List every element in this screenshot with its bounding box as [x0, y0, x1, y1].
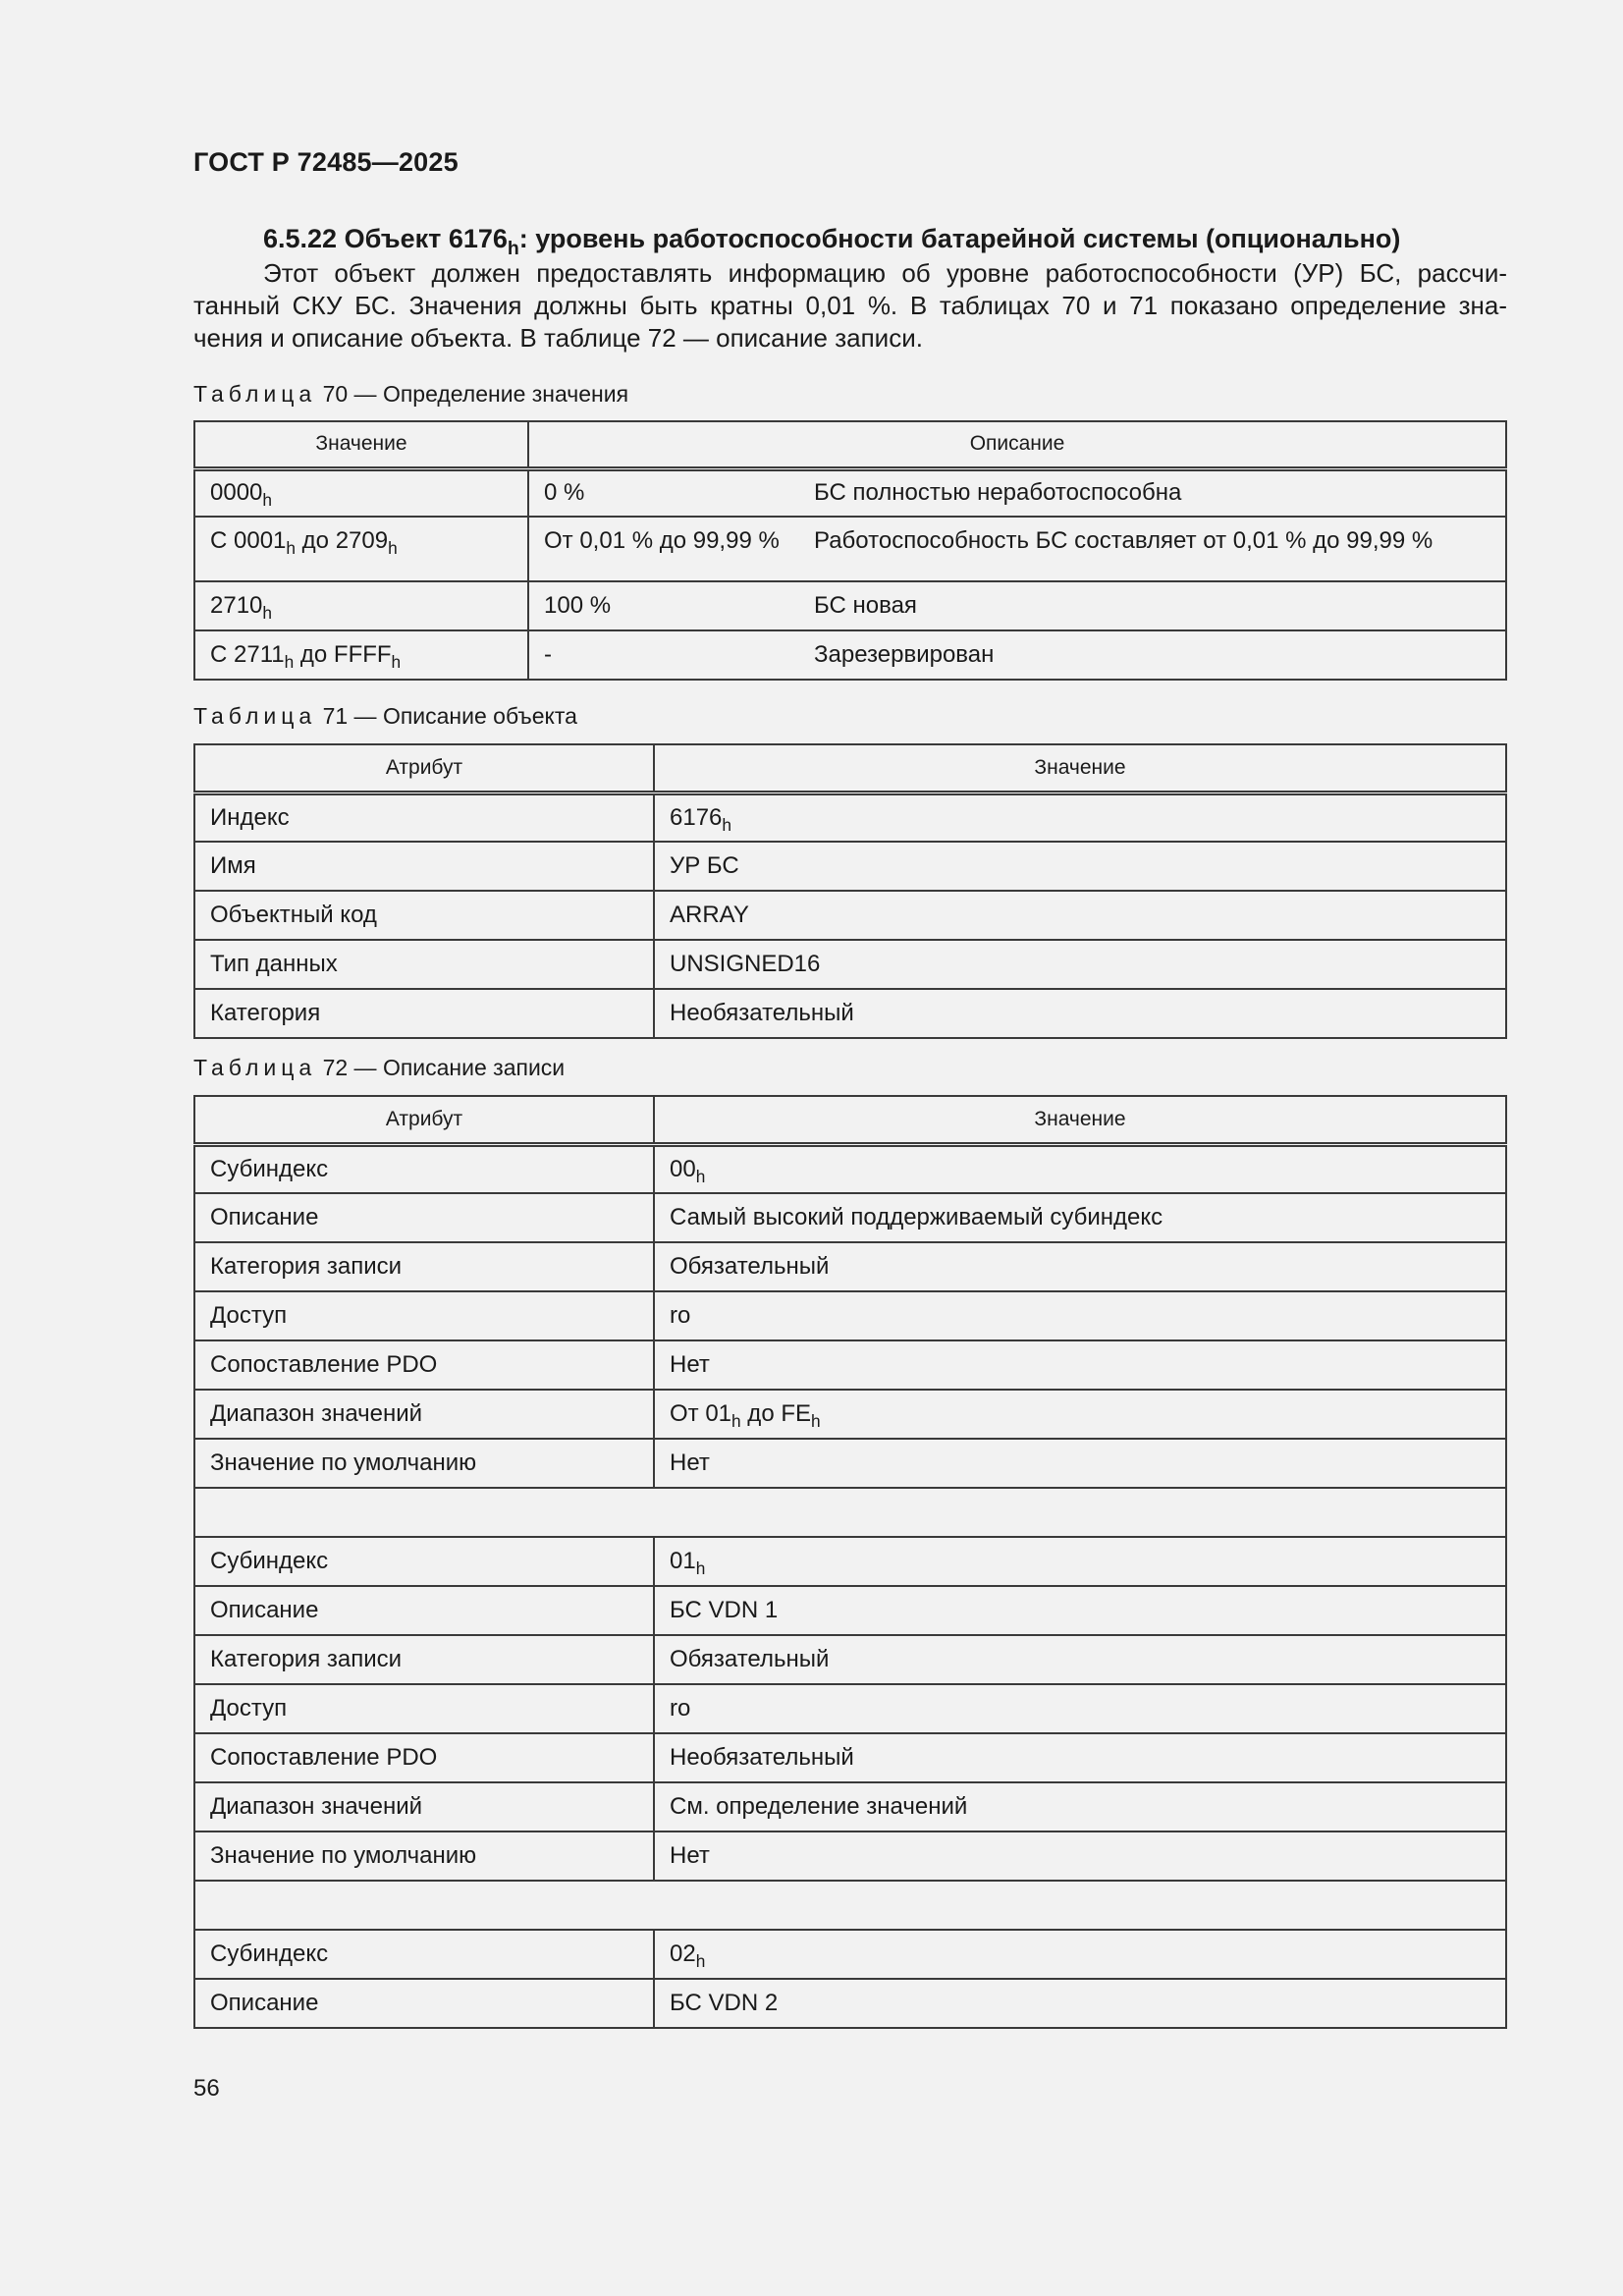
cell-text: 01 [670, 1548, 696, 1574]
subscript: h [284, 652, 295, 673]
table-row [194, 1193, 1506, 1242]
subscript: h [695, 1951, 706, 1972]
table-cell-attribute: Тип данных [194, 940, 654, 989]
subscript: h [695, 1558, 706, 1579]
subscript: h [695, 1166, 706, 1186]
table-row [194, 1439, 1506, 1488]
table-row [194, 1537, 1506, 1586]
table-cell-value [654, 1733, 1506, 1782]
table-cell-value [654, 940, 1506, 989]
table-cell-description [528, 517, 1506, 581]
table-cell-value [194, 630, 528, 680]
table-cell-value [654, 1340, 1506, 1390]
table-cell-value [654, 1242, 1506, 1291]
table-row [194, 793, 1506, 842]
cell-text: БС полностью неработоспособна [814, 479, 1182, 507]
cell-text: Нет [670, 1449, 710, 1476]
table-cell-attribute: Субиндекс [194, 1537, 654, 1586]
table-cell-value [654, 1979, 1506, 2028]
table-72-caption-text: 72 — Описание записи [316, 1055, 566, 1080]
table-row [194, 1242, 1506, 1291]
table-row [194, 1586, 1506, 1635]
table-cell-empty [194, 1881, 1506, 1930]
table-cell-value [654, 1782, 1506, 1831]
table-cell-attribute: Субиндекс [194, 1144, 654, 1193]
section-title-start: 6.5.22 Объект 6176 [263, 224, 508, 253]
table-cell-attribute: Сопоставление PDO [194, 1733, 654, 1782]
table-71-header-attribute: Атрибут [194, 744, 654, 793]
table-71 [193, 743, 1507, 1039]
cell-text: до FE [740, 1400, 811, 1427]
table-cell-attribute: Описание [194, 1193, 654, 1242]
table-cell-attribute: Сопоставление PDO [194, 1340, 654, 1390]
cell-text: 0000 [210, 479, 263, 507]
table-72-header-value: Значение [654, 1096, 1506, 1144]
table-row [194, 1390, 1506, 1439]
table-cell-value [654, 793, 1506, 842]
table-row [194, 1684, 1506, 1733]
subscript: h [262, 490, 272, 511]
table-row [194, 891, 1506, 940]
table-row [194, 581, 1506, 630]
table-72 [193, 1095, 1507, 2029]
table-cell-attribute: Описание [194, 1979, 654, 2028]
intro-paragraph [193, 257, 1507, 355]
table-cell-value [654, 1586, 1506, 1635]
table-70-caption-text: 70 — Определение значения [316, 381, 629, 407]
cell-text: 00 [670, 1155, 696, 1182]
cell-text: Обязательный [670, 1253, 830, 1280]
table-row-spacer [194, 1881, 1506, 1930]
cell-text: От 01 [670, 1400, 732, 1427]
cell-text: Обязательный [670, 1646, 830, 1672]
table-cell-attribute: Диапазон значений [194, 1390, 654, 1439]
subscript: h [286, 538, 296, 559]
table-row [194, 468, 1506, 517]
table-row [194, 630, 1506, 680]
cell-text: Необязательный [670, 1744, 854, 1771]
cell-text: 2710 [210, 592, 263, 619]
cell-text: С 2711 [210, 641, 285, 668]
table-row [194, 940, 1506, 989]
table-cell-attribute: Описание [194, 1586, 654, 1635]
table-cell-value [654, 1144, 1506, 1193]
subscript: h [811, 1411, 821, 1432]
table-cell-value [654, 891, 1506, 940]
cell-percent: 100 % [544, 592, 612, 619]
cell-text: ro [670, 1302, 691, 1329]
subscript: h [262, 603, 272, 624]
table-cell-value [654, 842, 1506, 891]
cell-text: ARRAY [670, 902, 749, 928]
cell-text: UNSIGNED16 [670, 951, 821, 977]
table-cell-attribute: Диапазон значений [194, 1782, 654, 1831]
table-70-header-description: Описание [528, 421, 1506, 468]
table-cell-attribute: Значение по умолчанию [194, 1831, 654, 1881]
cell-text: ro [670, 1695, 691, 1722]
table-cell-value [194, 517, 528, 581]
cell-text: до FFFF [294, 641, 392, 668]
subscript: h [391, 652, 402, 673]
table-cell-attribute: Доступ [194, 1291, 654, 1340]
intro-line-1: Этот объект должен предоставлять информацию об уровне работоспособности (УР) БС, рассчи- [263, 258, 1507, 288]
table-cell-value [654, 989, 1506, 1038]
table-row [194, 1340, 1506, 1390]
cell-percent: От 0,01 % до 99,99 % [544, 527, 780, 554]
table-cell-value [654, 1291, 1506, 1340]
table-row [194, 842, 1506, 891]
table-cell-value [654, 1390, 1506, 1439]
cell-text: 6176 [670, 803, 723, 831]
table-cell-value [194, 581, 528, 630]
table-72-header-attribute: Атрибут [194, 1096, 654, 1144]
cell-text: С 0001 [210, 527, 287, 554]
cell-text: Нет [670, 1351, 710, 1378]
table-cell-attribute: Имя [194, 842, 654, 891]
intro-line-3: чения и описание объекта. В таблице 72 — описание записи. [193, 323, 923, 353]
cell-text: БС новая [814, 592, 917, 619]
table-72-caption-word: Таблица [193, 1055, 317, 1080]
table-cell-attribute: Объектный код [194, 891, 654, 940]
subscript: h [731, 1411, 741, 1432]
table-row [194, 1635, 1506, 1684]
cell-percent: - [544, 641, 552, 668]
table-row-spacer [194, 1488, 1506, 1537]
table-72-caption [193, 1055, 565, 1081]
intro-line-2: танный СКУ БС. Значения должны быть кратны 0,01 %. В таблицах 70 и 71 показано определение зна- [193, 291, 1507, 320]
subscript: h [388, 538, 398, 559]
table-71-caption-text: 71 — Описание объекта [316, 703, 577, 729]
table-cell-value [654, 1684, 1506, 1733]
cell-text: Необязательный [670, 1000, 854, 1026]
table-row [194, 1733, 1506, 1782]
table-row [194, 1831, 1506, 1881]
table-row [194, 1782, 1506, 1831]
table-row [194, 989, 1506, 1038]
cell-text: УР БС [670, 852, 739, 879]
section-title-end: : уровень работоспособности батарейной системы (опционально) [518, 224, 1401, 253]
table-cell-attribute: Субиндекс [194, 1930, 654, 1979]
cell-text: Работоспособность БС составляет от 0,01 % до 99,99 % [814, 527, 1434, 554]
table-cell-attribute: Категория записи [194, 1635, 654, 1684]
section-title-subscript: h [507, 237, 519, 259]
table-row [194, 517, 1506, 581]
section-title [263, 224, 1401, 259]
table-cell-value [654, 1930, 1506, 1979]
table-cell-attribute: Индекс [194, 793, 654, 842]
table-cell-value [654, 1193, 1506, 1242]
table-cell-description [528, 468, 1506, 517]
table-cell-attribute: Категория записи [194, 1242, 654, 1291]
table-row [194, 1144, 1506, 1193]
table-71-header-value: Значение [654, 744, 1506, 793]
table-row [194, 1979, 1506, 2028]
cell-text: Нет [670, 1842, 710, 1869]
cell-text: БС VDN 2 [670, 1990, 779, 2016]
cell-text: БС VDN 1 [670, 1597, 779, 1623]
table-70-caption [193, 381, 628, 408]
table-70-caption-word: Таблица [193, 381, 317, 407]
cell-text: 02 [670, 1941, 696, 1967]
table-cell-value [654, 1831, 1506, 1881]
cell-text: См. определение значений [670, 1793, 968, 1820]
page-number: 56 [193, 2075, 220, 2102]
table-71-caption-word: Таблица [193, 703, 317, 729]
table-cell-attribute: Доступ [194, 1684, 654, 1733]
document-header: ГОСТ Р 72485—2025 [193, 147, 459, 177]
cell-text: Зарезервирован [814, 641, 995, 668]
table-70-header-value: Значение [194, 421, 528, 468]
table-cell-empty [194, 1488, 1506, 1537]
table-cell-value [654, 1439, 1506, 1488]
cell-text: Самый высокий поддерживаемый субиндекс [670, 1204, 1163, 1230]
table-cell-value [654, 1537, 1506, 1586]
subscript: h [722, 814, 731, 835]
table-cell-attribute: Категория [194, 989, 654, 1038]
cell-text: до 2709 [296, 527, 389, 554]
table-71-caption [193, 703, 577, 730]
table-cell-description [528, 581, 1506, 630]
table-row [194, 1930, 1506, 1979]
table-cell-attribute: Значение по умолчанию [194, 1439, 654, 1488]
cell-percent: 0 % [544, 479, 585, 507]
table-70 [193, 420, 1507, 681]
table-cell-value [194, 468, 528, 517]
table-cell-value [654, 1635, 1506, 1684]
table-cell-description [528, 630, 1506, 680]
table-row [194, 1291, 1506, 1340]
